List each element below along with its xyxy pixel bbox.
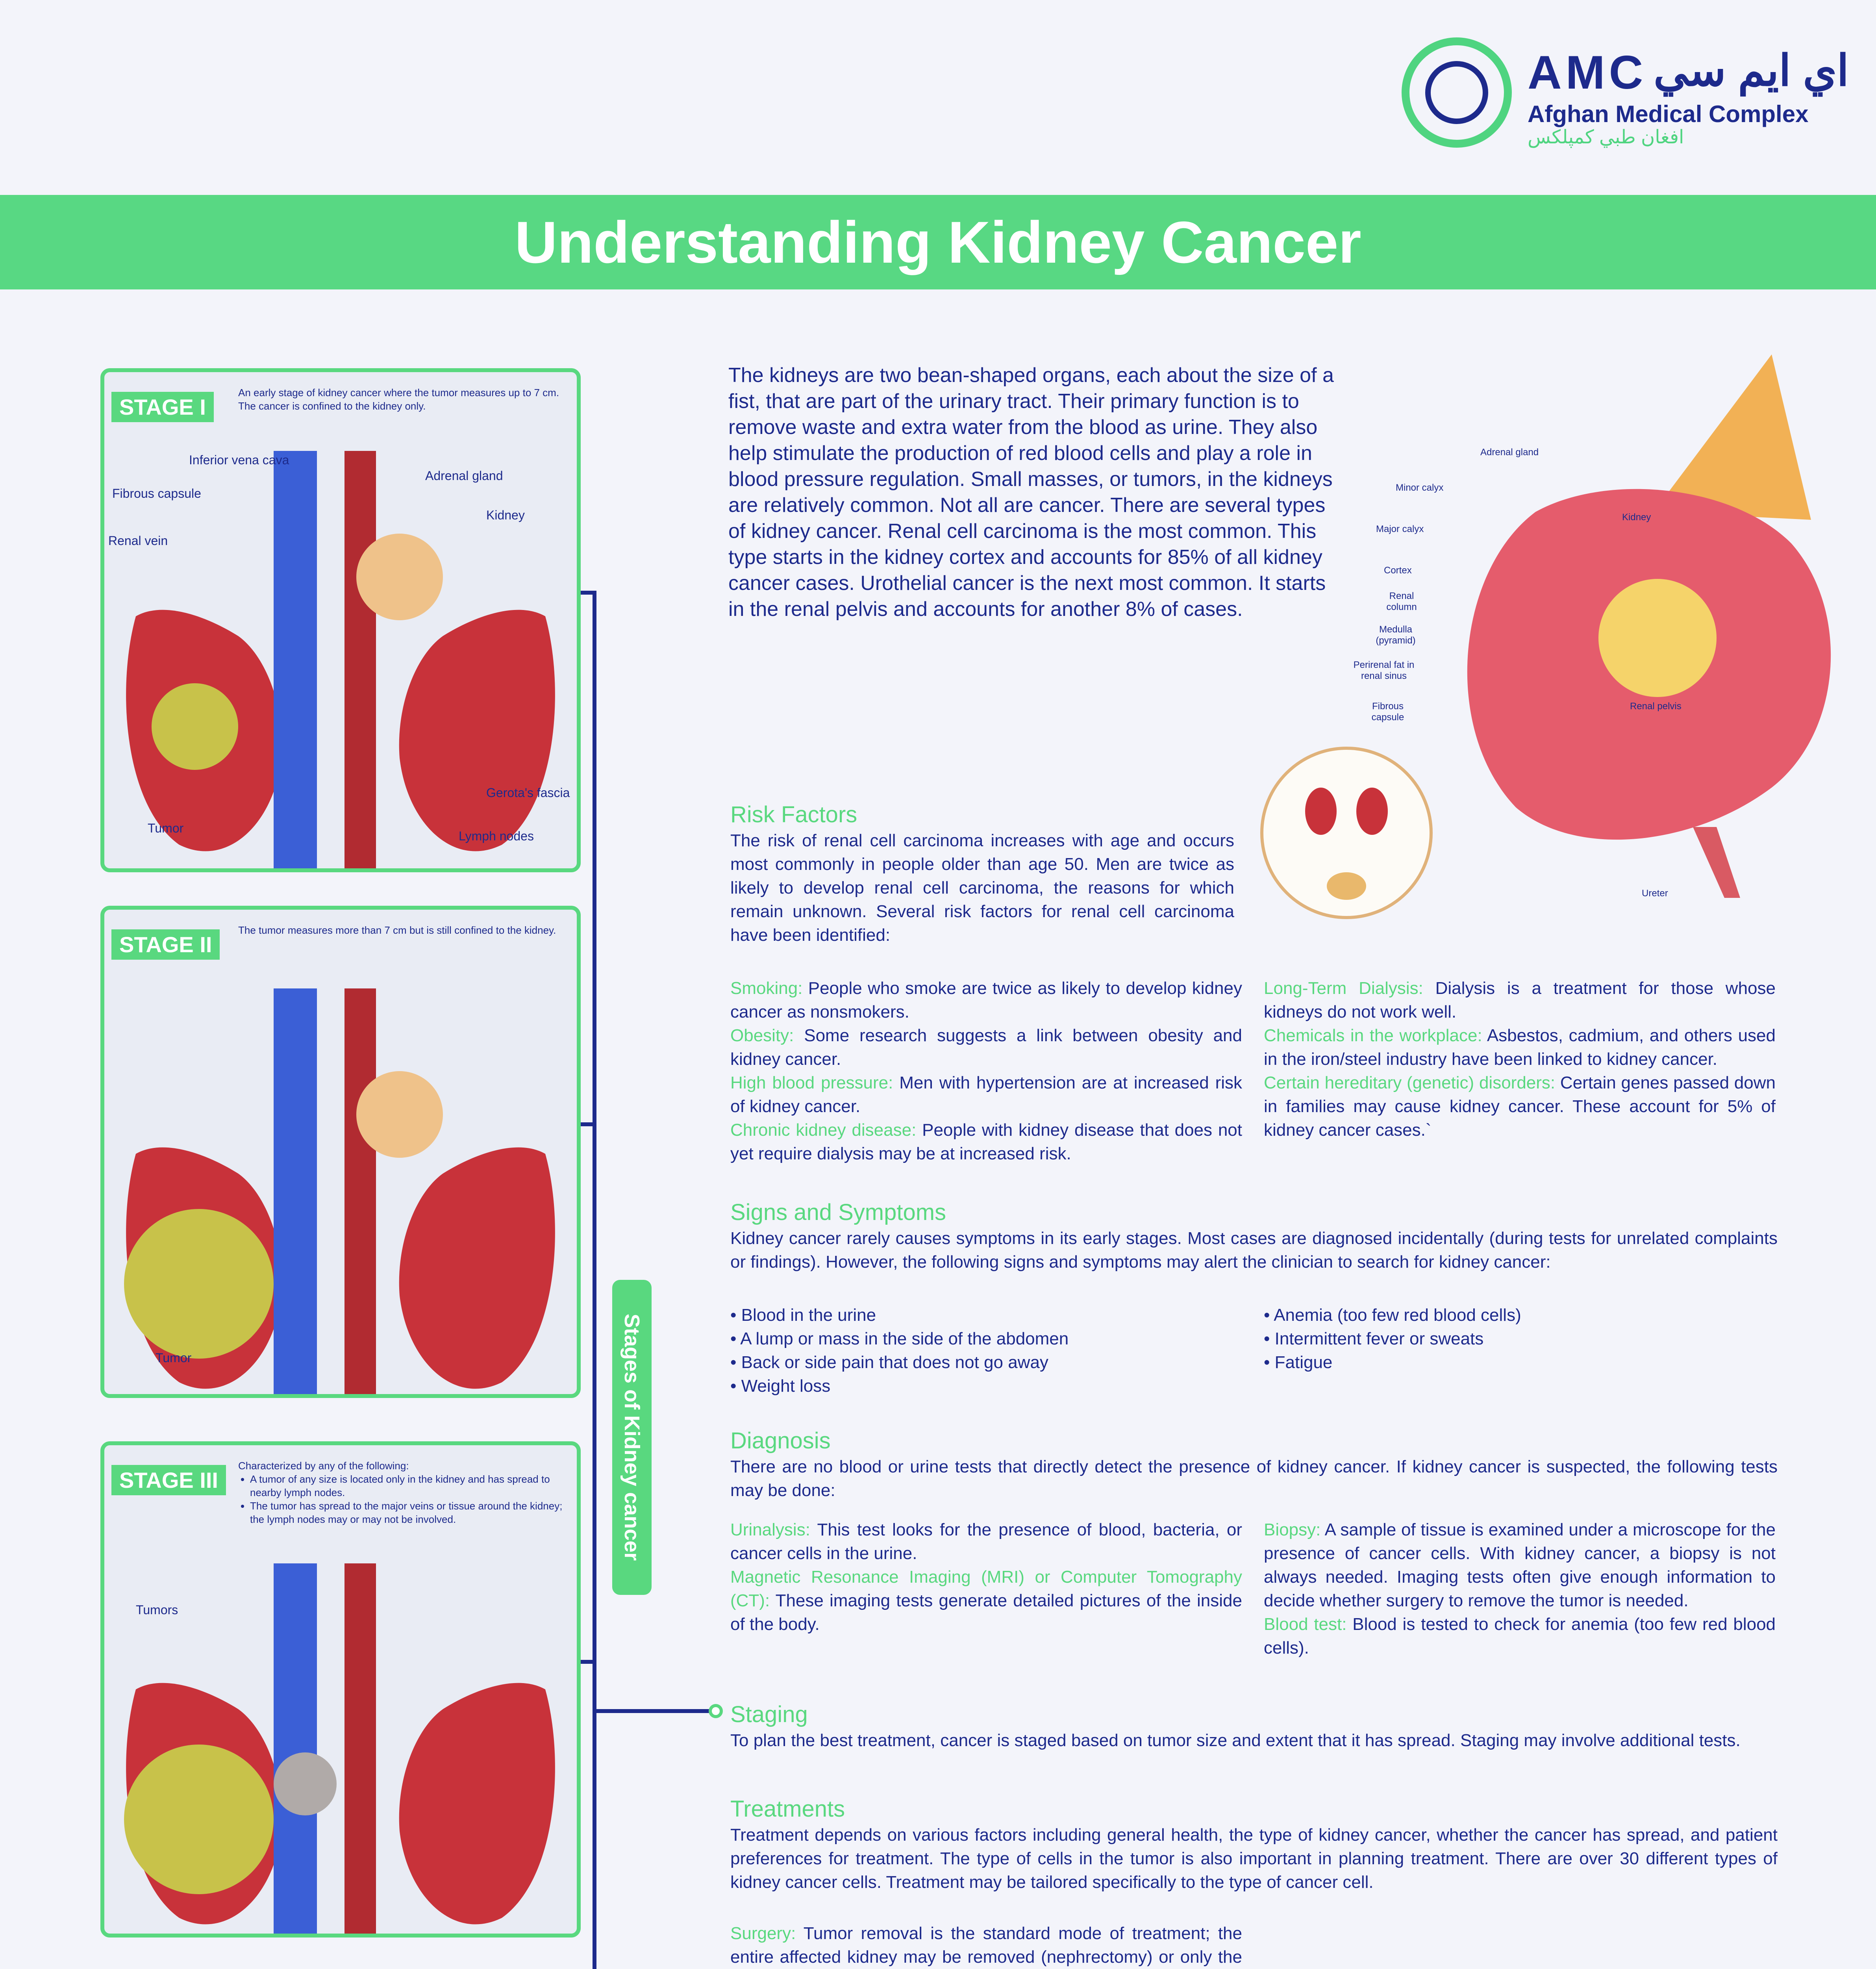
- risk-item: Smoking: People who smoke are twice as likely to develop kidney cancer as nonsmokers.: [730, 979, 1242, 1022]
- diagnosis-item: Urinalysis: This test looks for the presence of blood, bacteria, or cancer cells in the urine.: [730, 1520, 1242, 1563]
- logo-emblem-icon: [1402, 37, 1512, 148]
- treatments-intro: Treatment depends on various factors including general health, the type of kidney cancer, whether the cancer has spread, and patient preferences for treatment. The type of cells in the tumor is also important in planning treatment. There are over 30 different types of kidney cancer cells. Treatment may be tailored specifically to the type of cancer cell.: [730, 1825, 1778, 1892]
- risk-heading: Risk Factors: [730, 802, 857, 827]
- risk-item: Chronic kidney disease: People with kidney disease that does not yet require dialysis may be at increased risk.: [730, 1120, 1242, 1163]
- stages-tab-label: Stages of Kidney cancer: [620, 1314, 644, 1561]
- stage-3-bullet: • The tumor has spread to the major veins or tissue around the kidney; the lymph nodes may or may not be involved.: [250, 1499, 569, 1526]
- label-kidney: Kidney: [486, 508, 525, 522]
- label-tumor: Tumor: [156, 1351, 192, 1365]
- risk-column-right: [1264, 977, 1776, 1142]
- label-gerotas-fascia: Gerota's fascia: [486, 786, 570, 800]
- stage-3-desc-intro: Characterized by any of the following:: [238, 1460, 409, 1472]
- symptom-item: • Fatigue: [1264, 1351, 1776, 1374]
- diagram-label-cortex: Cortex: [1384, 565, 1412, 576]
- logo-name: Afghan Medical Complex: [1528, 101, 1809, 127]
- stage-1-desc: An early stage of kidney cancer where the tumor measures up to 7 cm. The cancer is confined to the kidney only.: [238, 387, 559, 412]
- label-fibrous-capsule: Fibrous capsule: [112, 486, 201, 501]
- timeline-line: [593, 591, 596, 1969]
- symptom-item: • Intermittent fever or sweats: [1264, 1327, 1776, 1351]
- stage-2-desc: The tumor measures more than 7 cm but is still confined to the kidney.: [238, 924, 556, 936]
- stage-1-label: STAGE I: [111, 392, 214, 422]
- label-lymph-nodes: Lymph nodes: [459, 829, 534, 843]
- diagnosis-item: Biopsy: A sample of tissue is examined under a microscope for the presence of cancer cells. With kidney cancer, a biopsy is not always needed. Imaging tests often give enough information to decide whether surgery to remove the tumor is needed.: [1264, 1520, 1776, 1610]
- risk-item: Chemicals in the workplace: Asbestos, cadmium, and others used in the iron/steel industry have been linked to kidney cancer.: [1264, 1026, 1776, 1069]
- diagnosis-column-left: [730, 1518, 1242, 1636]
- stage-3-desc: [238, 1459, 569, 1526]
- label-tumors: Tumors: [136, 1603, 178, 1617]
- treatments-heading: Treatments: [730, 1796, 845, 1822]
- logo-abbr-arabic: اي ايم سي: [1654, 46, 1849, 95]
- risk-intro: The risk of renal cell carcinoma increases with age and occurs most commonly in people older than age 50. Men are twice as likely to develop renal cell carcinoma, the reasons for which remain unknown. Several risk factors for renal cell carcinoma have been identified:: [730, 831, 1234, 945]
- diagram-label-minor-calyx: Minor calyx: [1396, 482, 1444, 493]
- label-inferior-vena-cava: Inferior vena cava: [189, 453, 289, 467]
- diagnosis-item: Magnetic Resonance Imaging (MRI) or Computer Tomography (CT): These imaging tests generate detailed pictures of the inside of the body.: [730, 1567, 1242, 1634]
- treatments-column-left: [730, 1922, 1242, 1969]
- risk-item: Long-Term Dialysis: Dialysis is a treatment for those whose kidneys do not work well.: [1264, 979, 1776, 1022]
- stage-3-bullet: • A tumor of any size is located only in the kidney and has spread to nearby lymph nodes.: [250, 1472, 569, 1499]
- urinary-system-inset: [1258, 744, 1435, 921]
- staging-heading: Staging: [730, 1702, 808, 1727]
- symptom-item: • Weight loss: [730, 1374, 1242, 1398]
- symptom-item: • A lump or mass in the side of the abdomen: [730, 1327, 1242, 1351]
- amc-logo: [1402, 37, 1854, 156]
- signs-intro: Kidney cancer rarely causes symptoms in its early stages. Most cases are diagnosed incidentally (during tests for unrelated complaints or findings). However, the following signs and symptoms may alert the clinician to search for kidney cancer:: [730, 1229, 1778, 1272]
- symptom-item: • Anemia (too few red blood cells): [1264, 1303, 1776, 1327]
- kidney-anatomy-diagram: [1417, 354, 1850, 906]
- timeline-branch: [596, 1709, 715, 1713]
- signs-heading: Signs and Symptoms: [730, 1200, 946, 1225]
- logo-abbr: AMC: [1528, 46, 1647, 99]
- diagnosis-heading: Diagnosis: [730, 1428, 831, 1454]
- risk-column-left: [730, 977, 1242, 1166]
- timeline-tick-3: [581, 1660, 596, 1664]
- label-adrenal-gland: Adrenal gland: [425, 469, 503, 483]
- diagram-label-ureter: Ureter: [1642, 888, 1668, 899]
- symptom-item: • Back or side pain that does not go away: [730, 1351, 1242, 1374]
- stage-2-illustration: [108, 988, 573, 1398]
- timeline-tick-2: [581, 1122, 596, 1126]
- signs-list-left: [730, 1303, 1242, 1398]
- diagram-label-renal-column: Renal column: [1386, 591, 1417, 612]
- stage-3-label: STAGE III: [111, 1465, 226, 1495]
- stage-1-card: [100, 368, 581, 872]
- label-renal-vein: Renal vein: [108, 534, 168, 548]
- signs-list-right: [1264, 1303, 1776, 1374]
- timeline-tick-1: [581, 591, 596, 595]
- intro-text: The kidneys are two bean-shaped organs, each about the size of a fist, that are part of the urinary tract. Their primary function is to remove waste and extra water from the blood as urine. They also help stimulate the production of red blood cells and play a role in blood pressure regulation. Small masses, or tumors, in the kidneys are relatively common. Not all are cancer. There are several types of kidney cancer. Renal cell carcinoma is the most common. This type starts in the kidney cortex and accounts for 85% of all kidney cancer cases. Urothelial cancer is the next most common. It starts in the renal pelvis and accounts for another 8% of cases.: [728, 364, 1334, 621]
- risk-item: Certain hereditary (genetic) disorders: Certain genes passed down in families may cause kidney cancer. These account for 5% of kidney cancer cases.`: [1264, 1073, 1776, 1140]
- risk-item: High blood pressure: Men with hypertension are at increased risk of kidney cancer.: [730, 1073, 1242, 1116]
- staging-dot: [709, 1704, 723, 1718]
- diagnosis-item: Blood test: Blood is tested to check for anemia (too few red blood cells).: [1264, 1615, 1776, 1658]
- diagram-label-medulla: Medulla (pyramid): [1376, 624, 1416, 646]
- diagram-label-perirenal-fat: Perirenal fat in renal sinus: [1353, 660, 1415, 681]
- diagram-label-adrenal-gland: Adrenal gland: [1480, 447, 1539, 458]
- stage-3-illustration: [108, 1563, 573, 1934]
- diagram-label-kidney: Kidney: [1622, 512, 1651, 523]
- treatment-item: Surgery: Tumor removal is the standard mode of treatment; the entire affected kidney may be removed (nephrectomy) or only the: [730, 1924, 1242, 1967]
- stage-2-card: [100, 906, 581, 1398]
- stage-2-label: STAGE II: [111, 929, 220, 960]
- label-tumor: Tumor: [148, 821, 184, 835]
- diagnosis-column-right: [1264, 1518, 1776, 1660]
- symptom-item: • Blood in the urine: [730, 1303, 1242, 1327]
- diagram-label-fibrous-capsule: Fibrous capsule: [1371, 701, 1404, 723]
- stage-3-card: [100, 1441, 581, 1937]
- staging-text: To plan the best treatment, cancer is staged based on tumor size and extent that it has spread. Staging may involve additional tests.: [730, 1731, 1741, 1750]
- risk-item: Obesity: Some research suggests a link between obesity and kidney cancer.: [730, 1026, 1242, 1069]
- diagram-label-major-calyx: Major calyx: [1376, 524, 1424, 534]
- logo-name-arabic: افغان طبي كمپلكس: [1528, 127, 1684, 148]
- diagnosis-intro: There are no blood or urine tests that directly detect the presence of kidney cancer. If kidney cancer is suspected, the following tests may be done:: [730, 1457, 1778, 1500]
- diagram-label-renal-pelvis: Renal pelvis: [1630, 701, 1682, 712]
- page-title: Understanding Kidney Cancer: [515, 209, 1361, 275]
